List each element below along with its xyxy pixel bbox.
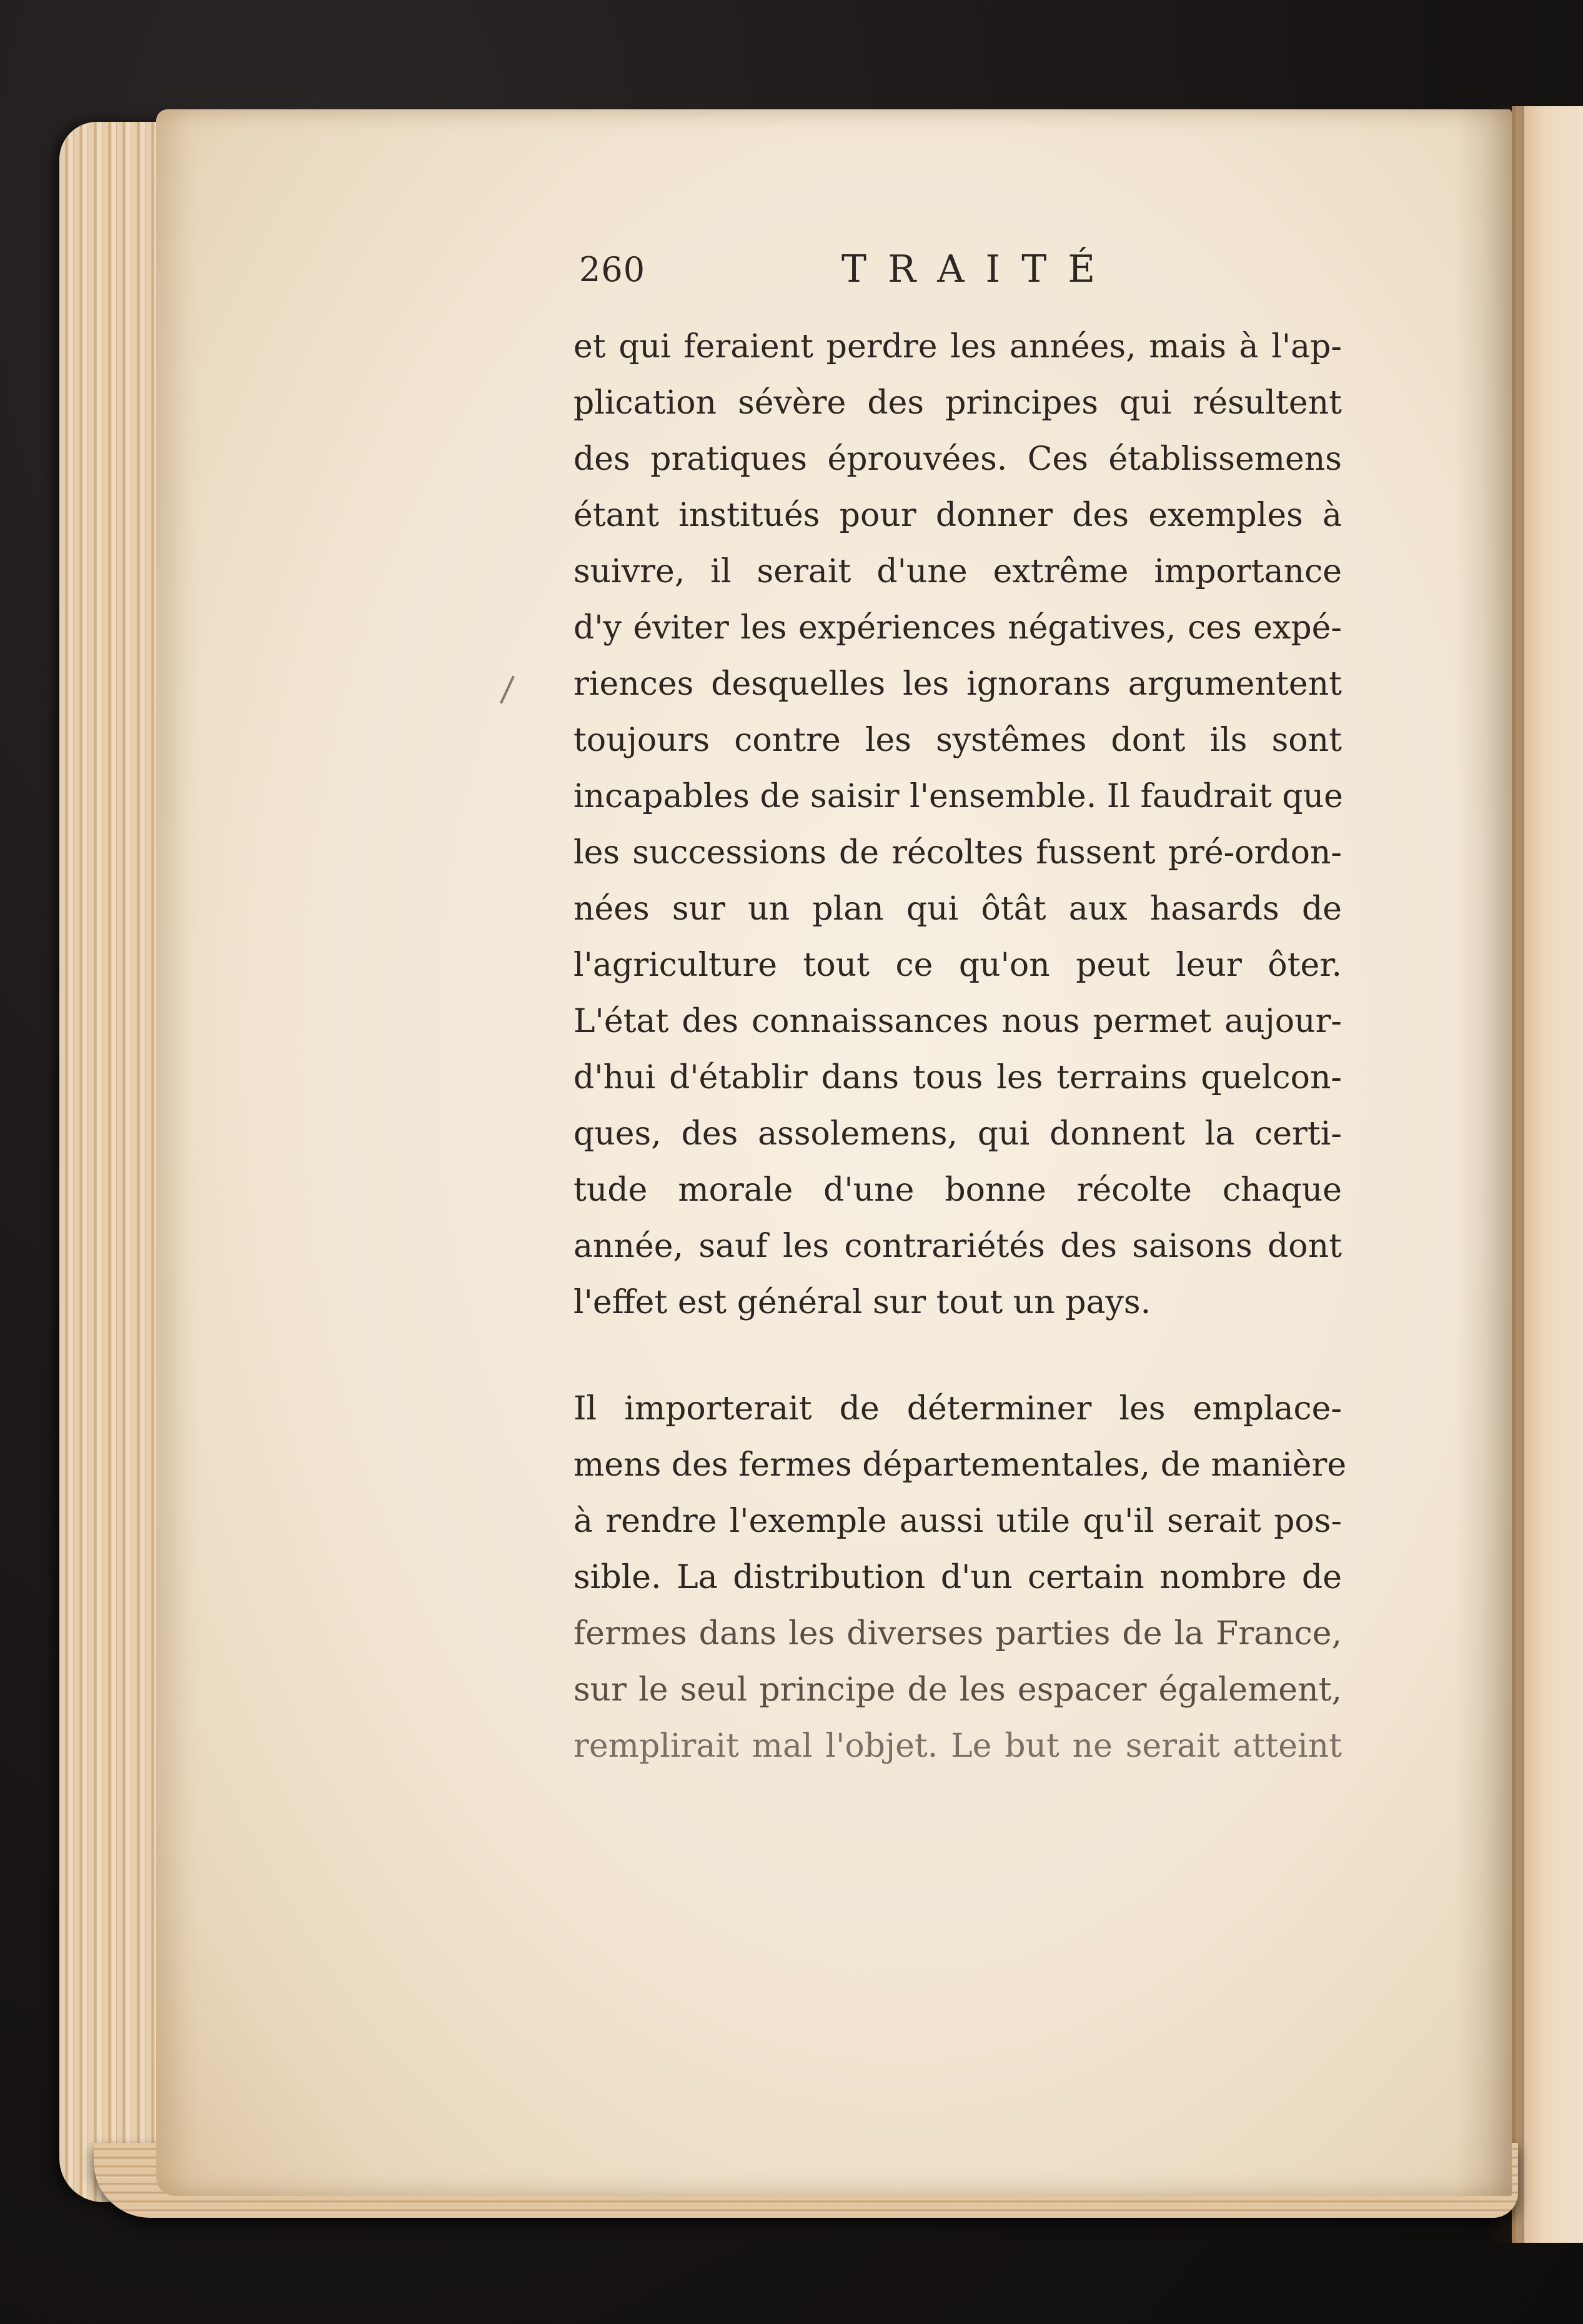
text-line: l'effet est général sur tout un pays. — [573, 1284, 1151, 1321]
text-line: l'agriculture tout ce qu'on peut leur ôter. — [573, 946, 1342, 984]
text-line: nées sur un plan qui ôtât aux hasards de — [573, 890, 1342, 928]
page-gutter — [1456, 109, 1512, 2196]
text-line: tude morale d'une bonne récolte chaque — [573, 1171, 1342, 1209]
page-number: 260 — [579, 250, 646, 289]
paragraph-1 — [573, 319, 1342, 1331]
text-line: d'hui d'établir dans tous les terrains quelcon- — [573, 1059, 1342, 1096]
text-line: suivre, il serait d'une extrême importance — [573, 553, 1342, 590]
page-header — [579, 247, 1391, 300]
text-line: des pratiques éprouvées. Ces établissemens — [573, 440, 1342, 478]
text-line: Il importerait de déterminer les emplace- — [573, 1390, 1342, 1428]
text-line: toujours contre les systêmes dont ils sont — [573, 722, 1342, 759]
text-line: sible. La distribution d'un certain nombre de — [573, 1559, 1342, 1596]
text-line: sur le seul principe de les espacer également, — [573, 1671, 1342, 1709]
text-line: année, sauf les contrariétés des saisons dont — [573, 1228, 1342, 1265]
body-text — [573, 319, 1347, 1774]
text-line: ques, des assolemens, qui donnent la certi- — [573, 1115, 1342, 1153]
text-line: les successions de récoltes fussent pré-ordon- — [573, 834, 1342, 872]
text-line: à rendre l'exemple aussi utile qu'il serait pos- — [573, 1502, 1342, 1540]
text-line: remplirait mal l'objet. Le but ne serait atteint — [573, 1727, 1342, 1765]
paragraph-gap — [573, 1331, 1342, 1381]
text-line: mens des fermes départementales, de manière — [573, 1446, 1347, 1484]
text-line: et qui feraient perdre les années, mais à l'ap- — [573, 328, 1342, 365]
text-line: d'y éviter les expériences négatives, ces expé- — [573, 609, 1342, 647]
text-line: L'état des connaissances nous permet aujour- — [573, 1003, 1342, 1040]
text-line: plication sévère des principes qui résultent — [573, 384, 1342, 422]
text-line: incapables de saisir l'ensemble. Il faudrait que — [573, 778, 1343, 815]
text-line: riences desquelles les ignorans argumentent — [573, 665, 1342, 703]
running-head: TRAITÉ — [841, 247, 1117, 291]
paragraph-2 — [573, 1381, 1347, 1774]
text-line: fermes dans les diverses parties de la France, — [573, 1615, 1342, 1652]
text-line: étant institués pour donner des exemples à — [573, 497, 1342, 534]
